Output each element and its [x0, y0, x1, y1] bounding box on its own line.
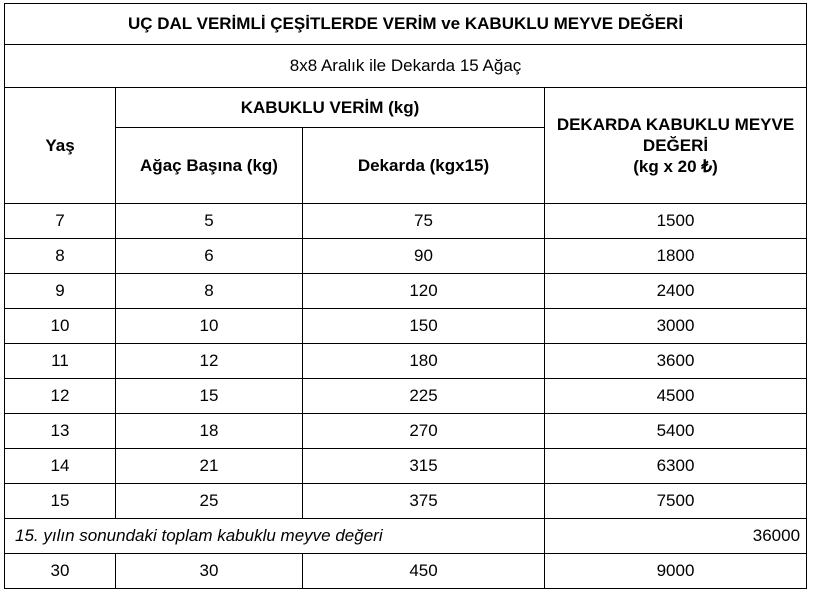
- cell-per-decare: 90: [303, 239, 545, 274]
- table-row: [5, 379, 807, 414]
- subtitle-row: [5, 45, 807, 88]
- cell-value: 7500: [545, 484, 807, 519]
- cell-per-decare: 315: [303, 449, 545, 484]
- title-row: [5, 4, 807, 45]
- header-age: Yaş: [5, 88, 116, 204]
- cell-per-decare: 150: [303, 309, 545, 344]
- cell-per-decare: 180: [303, 344, 545, 379]
- header-value: [545, 88, 807, 204]
- header-value-line2: DEĞERİ: [642, 135, 709, 155]
- table-title: UÇ DAL VERİMLİ ÇEŞİTLERDE VERİM ve KABUKLU MEYVE DEĞERİ: [5, 4, 807, 45]
- cell-per-tree: 6: [116, 239, 303, 274]
- total-label: 15. yılın sonundaki toplam kabuklu meyve değeri: [5, 519, 545, 554]
- cell-age: 14: [5, 449, 116, 484]
- total-value: 36000: [545, 519, 807, 554]
- total-row: [5, 519, 807, 554]
- header-value-line1: DEKARDA KABUKLU MEYVE: [556, 114, 795, 134]
- cell-per-decare: 375: [303, 484, 545, 519]
- table-row: [5, 449, 807, 484]
- header-per-decare: Dekarda (kgx15): [303, 128, 545, 204]
- cell-per-tree: 10: [116, 309, 303, 344]
- header-row-top: [5, 88, 807, 128]
- cell-age: 7: [5, 204, 116, 239]
- cell-value: 4500: [545, 379, 807, 414]
- yield-table: [4, 3, 807, 589]
- cell-age: 8: [5, 239, 116, 274]
- cell-age: 10: [5, 309, 116, 344]
- cell-per-tree: 21: [116, 449, 303, 484]
- table-subtitle: 8x8 Aralık ile Dekarda 15 Ağaç: [5, 45, 807, 88]
- cell-per-tree: 5: [116, 204, 303, 239]
- cell-per-tree: 12: [116, 344, 303, 379]
- cell-value: 1800: [545, 239, 807, 274]
- cell-value: 6300: [545, 449, 807, 484]
- cell-age: 30: [5, 554, 116, 589]
- cell-value: 3000: [545, 309, 807, 344]
- cell-per-tree: 15: [116, 379, 303, 414]
- table-row: [5, 484, 807, 519]
- cell-value: 9000: [545, 554, 807, 589]
- table-row: [5, 344, 807, 379]
- header-value-line3: (kg x 20 ₺): [633, 157, 718, 177]
- table-row: [5, 204, 807, 239]
- cell-value: 1500: [545, 204, 807, 239]
- cell-per-decare: 75: [303, 204, 545, 239]
- cell-per-decare: 225: [303, 379, 545, 414]
- cell-age: 15: [5, 484, 116, 519]
- table-row: [5, 309, 807, 344]
- header-yield-group: KABUKLU VERİM (kg): [116, 88, 545, 128]
- cell-per-tree: 25: [116, 484, 303, 519]
- cell-per-tree: 30: [116, 554, 303, 589]
- cell-per-tree: 8: [116, 274, 303, 309]
- cell-value: 2400: [545, 274, 807, 309]
- table-row: [5, 414, 807, 449]
- cell-per-decare: 270: [303, 414, 545, 449]
- table-row: [5, 274, 807, 309]
- cell-value: 3600: [545, 344, 807, 379]
- cell-per-decare: 450: [303, 554, 545, 589]
- cell-per-tree: 18: [116, 414, 303, 449]
- cell-age: 11: [5, 344, 116, 379]
- cell-age: 12: [5, 379, 116, 414]
- table-row: [5, 239, 807, 274]
- cell-age: 13: [5, 414, 116, 449]
- cell-value: 5400: [545, 414, 807, 449]
- table-row: [5, 554, 807, 589]
- cell-per-decare: 120: [303, 274, 545, 309]
- cell-age: 9: [5, 274, 116, 309]
- header-per-tree: Ağaç Başına (kg): [116, 128, 303, 204]
